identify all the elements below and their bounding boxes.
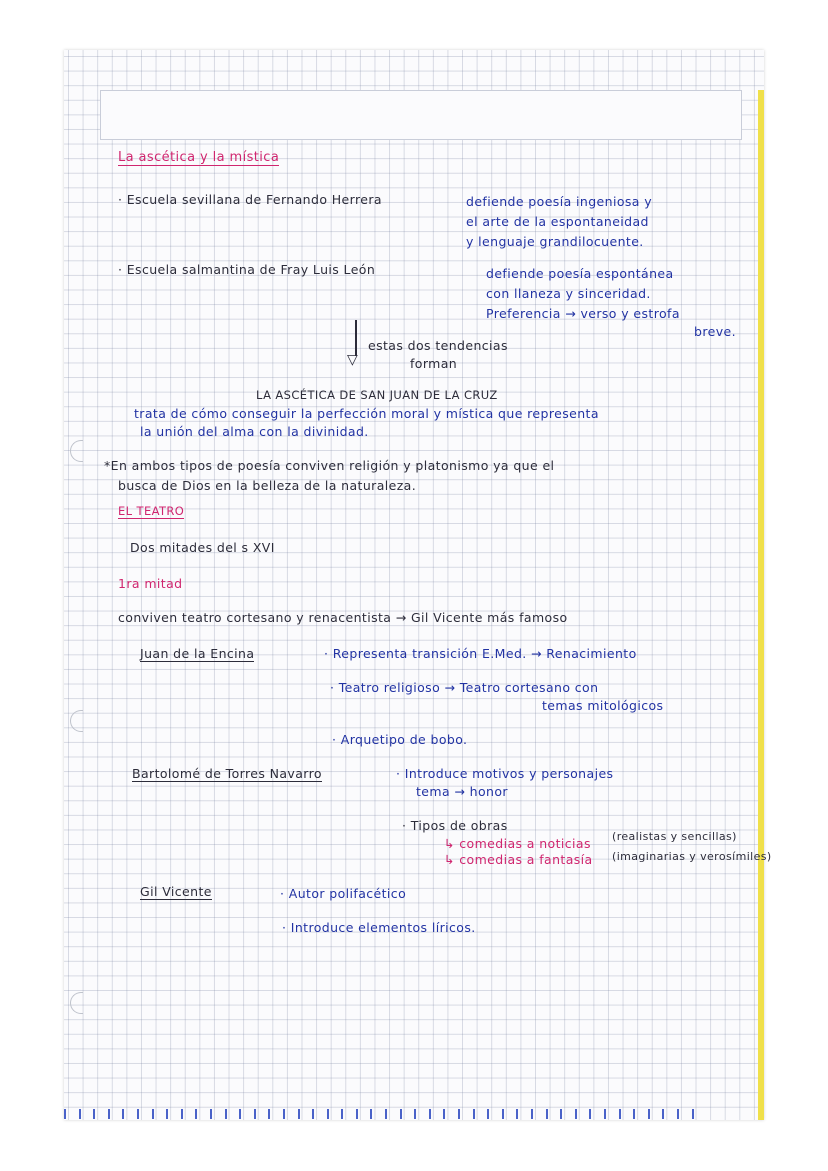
- juan-encina-name: Juan de la Encina: [140, 646, 255, 661]
- bartolome-item: ↳ comedias a fantasía: [444, 852, 593, 867]
- sevillana-desc-line: el arte de la espontaneidad: [466, 214, 649, 229]
- juan-item: temas mitológicos: [542, 698, 664, 713]
- escuela-salmantina-label: · Escuela salmantina de Fray Luis León: [118, 262, 376, 277]
- teatro-heading: EL TEATRO: [118, 504, 185, 518]
- gil-item: · Autor polifacético: [280, 886, 407, 901]
- san-juan-line: la unión del alma con la divinidad.: [140, 424, 369, 439]
- salmantina-desc-line: breve.: [694, 324, 736, 339]
- gil-vicente-name: Gil Vicente: [140, 884, 212, 899]
- note-line: *En ambos tipos de poesía conviven religión y platonismo ya que el: [104, 458, 555, 473]
- note-line: busca de Dios en la belleza de la naturaleza.: [118, 478, 417, 493]
- page-bottom-ticks: [64, 1104, 764, 1116]
- dos-mitades: Dos mitades del s XVI: [130, 540, 275, 555]
- down-arrow-icon: ▽: [347, 352, 359, 368]
- san-juan-line: trata de cómo conseguir la perfección moral y mística que representa: [134, 406, 599, 421]
- juan-item: · Arquetipo de bobo.: [332, 732, 468, 747]
- salmantina-desc-line: Preferencia → verso y estrofa: [486, 306, 680, 321]
- salmantina-desc-line: con llaneza y sinceridad.: [486, 286, 651, 301]
- down-arrow-shaft: [355, 320, 357, 356]
- juan-item: · Teatro religioso → Teatro cortesano con: [330, 680, 599, 695]
- juan-item: · Representa transición E.Med. → Renacimiento: [324, 646, 637, 661]
- bartolome-note: (imaginarias y verosímiles): [612, 850, 772, 863]
- bartolome-note: (realistas y sencillas): [612, 830, 737, 843]
- page-title: La ascética y la mística: [118, 150, 280, 165]
- salmantina-desc-line: defiende poesía espontánea: [486, 266, 674, 281]
- conviven-line: conviven teatro cortesano y renacentista → Gil Vicente más famoso: [118, 610, 568, 625]
- arrow-note-line: forman: [410, 356, 458, 371]
- bartolome-item: · Tipos de obras: [402, 818, 508, 833]
- gil-item: · Introduce elementos líricos.: [282, 920, 476, 935]
- arrow-note-line: estas dos tendencias: [368, 338, 508, 353]
- bartolome-item: ↳ comedias a noticias: [444, 836, 591, 851]
- bartolome-item: tema → honor: [416, 784, 508, 799]
- primera-mitad: 1ra mitad: [118, 576, 183, 591]
- bartolome-item: · Introduce motivos y personajes: [396, 766, 614, 781]
- bartolome-name: Bartolomé de Torres Navarro: [132, 766, 322, 781]
- page-edge: [758, 90, 764, 1120]
- san-juan-heading: LA ASCÉTICA DE SAN JUAN DE LA CRUZ: [256, 388, 498, 402]
- sevillana-desc-line: y lenguaje grandilocuente.: [466, 234, 644, 249]
- sevillana-desc-line: defiende poesía ingeniosa y: [466, 194, 653, 209]
- escuela-sevillana-label: · Escuela sevillana de Fernando Herrera: [118, 192, 382, 207]
